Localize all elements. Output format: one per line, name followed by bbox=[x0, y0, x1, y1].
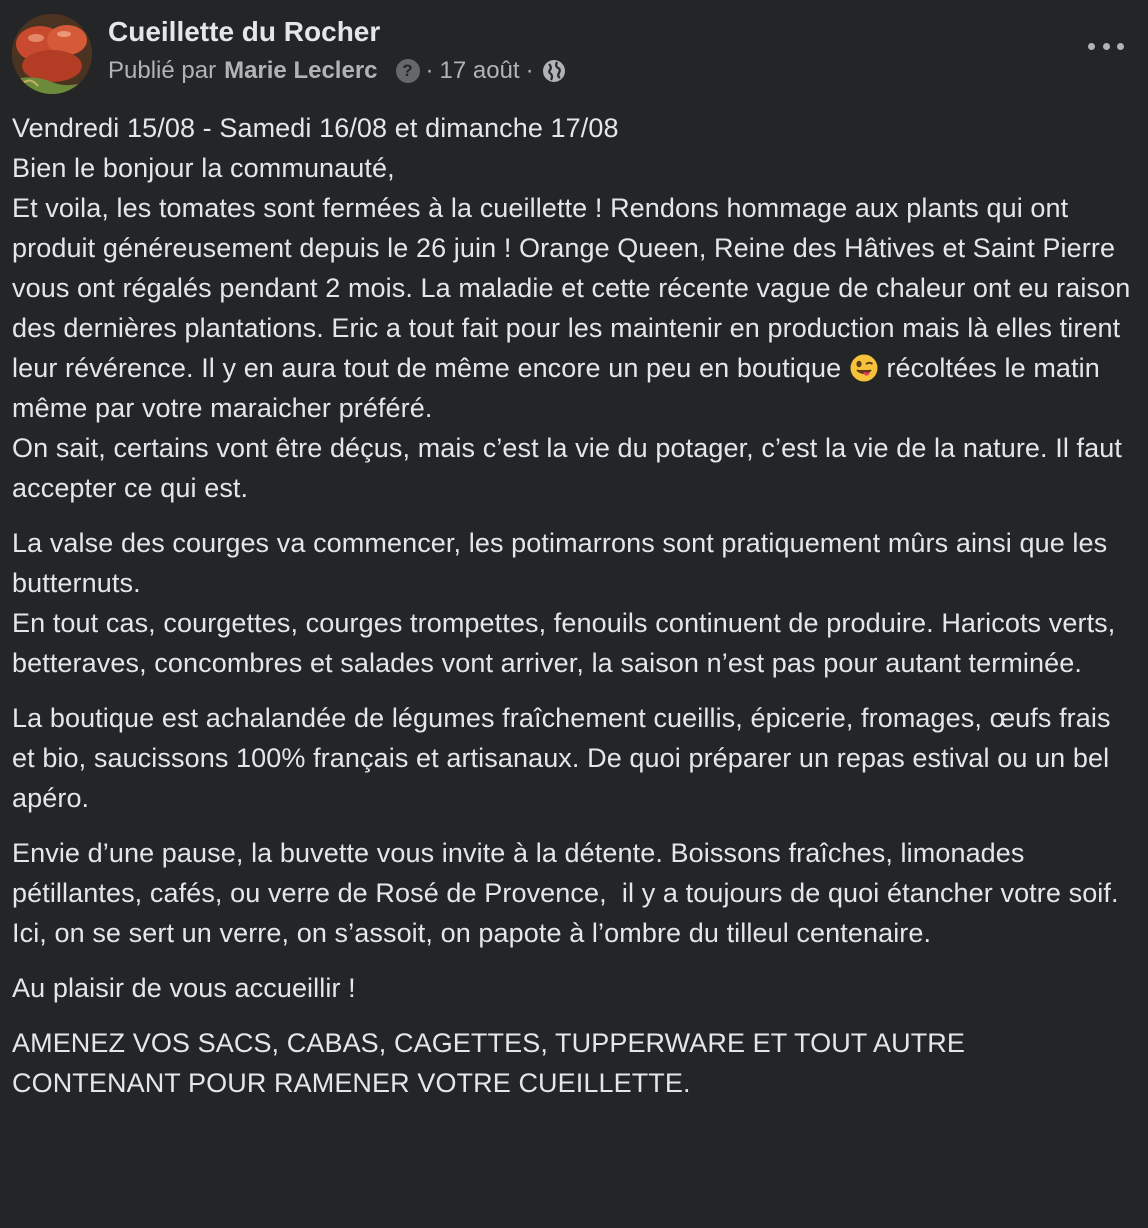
avatar-photo-icon bbox=[12, 14, 92, 94]
globe-icon[interactable] bbox=[542, 59, 566, 83]
greeting-line: Bien le bonjour la communauté, bbox=[12, 153, 395, 183]
separator-dot: · bbox=[425, 57, 434, 84]
more-options-icon[interactable] bbox=[1088, 38, 1124, 54]
avatar[interactable] bbox=[12, 14, 92, 94]
post-paragraph-2 bbox=[12, 523, 1136, 683]
vegetables-text: En tout cas, courgettes, courges trompettes, fenouils continuent de produire. Haricots verts, betteraves, concombres et salades vont arriver, la saison n’est pas pour autant terminée. bbox=[12, 608, 1123, 678]
post-header bbox=[12, 12, 1136, 94]
post-meta bbox=[108, 57, 566, 85]
squash-text: La valse des courges va commencer, les potimarrons sont pratiquement mûrs ainsi que les butternuts. bbox=[12, 528, 1115, 598]
page-name[interactable]: Cueillette du Rocher bbox=[108, 16, 381, 47]
separator-dot: · bbox=[525, 57, 534, 84]
harvest-text: récoltées le matin même par votre maraicher préféré. bbox=[12, 353, 1108, 423]
author-name[interactable]: Marie Leclerc bbox=[224, 57, 378, 84]
post-paragraph-3: La boutique est achalandée de légumes fraîchement cueillis, épicerie, fromages, œufs frais et bio, saucissons 100% français et artisanaux. De quoi préparer un repas estival ou un bel apéro. bbox=[12, 703, 1119, 813]
post-body bbox=[12, 108, 1136, 1118]
dot-icon bbox=[1117, 43, 1124, 50]
linden-text: Ici, on se sert un verre, on s’assoit, on papote à l’ombre du tilleul centenaire. bbox=[12, 918, 932, 948]
winking-face-with-tongue-emoji-icon bbox=[849, 353, 879, 383]
post-paragraph-4 bbox=[12, 833, 1136, 953]
post-date[interactable]: 17 août bbox=[439, 57, 520, 84]
post-paragraph-5: Au plaisir de vous accueillir ! bbox=[12, 973, 356, 1003]
post-paragraph-6: AMENEZ VOS SACS, CABAS, CAGETTES, TUPPERWARE ET TOUT AUTRE CONTENANT POUR RAMENER VOTRE CUEILLETTE. bbox=[12, 1028, 973, 1098]
help-icon[interactable]: ? bbox=[396, 59, 420, 83]
buvette-text: Envie d’une pause, la buvette vous invite à la détente. Boissons fraîches, limonades pétillantes, cafés, ou verre de Rosé de Provence, il y a toujours de quoi étancher votre soif. bbox=[12, 838, 1119, 908]
dot-icon bbox=[1088, 43, 1095, 50]
tomatoes-text: Et voila, les tomates sont fermées à la cueillette ! Rendons hommage aux plants qui ont produit généreusement depuis le 26 juin ! Orange Queen, Reine des Hâtives et Saint Pierre vous ont régalés pendant 2 mois. La maladie et cette récente vague de chaleur ont eu raison des dernières plantations. Eric a tout fait pour les maintenir en production mais là elles tirent leur révérence. Il y en aura tout de même encore un peu en boutique bbox=[12, 193, 1138, 383]
dot-icon bbox=[1103, 43, 1110, 50]
post-dates-line: Vendredi 15/08 - Samedi 16/08 et dimanche 17/08 bbox=[12, 113, 619, 143]
published-by-label: Publié par bbox=[108, 57, 217, 84]
acceptance-text: On sait, certains vont être déçus, mais c’est la vie du potager, c’est la vie de la nature. Il faut accepter ce qui est. bbox=[12, 433, 1130, 503]
post-paragraph-1 bbox=[12, 108, 1136, 508]
